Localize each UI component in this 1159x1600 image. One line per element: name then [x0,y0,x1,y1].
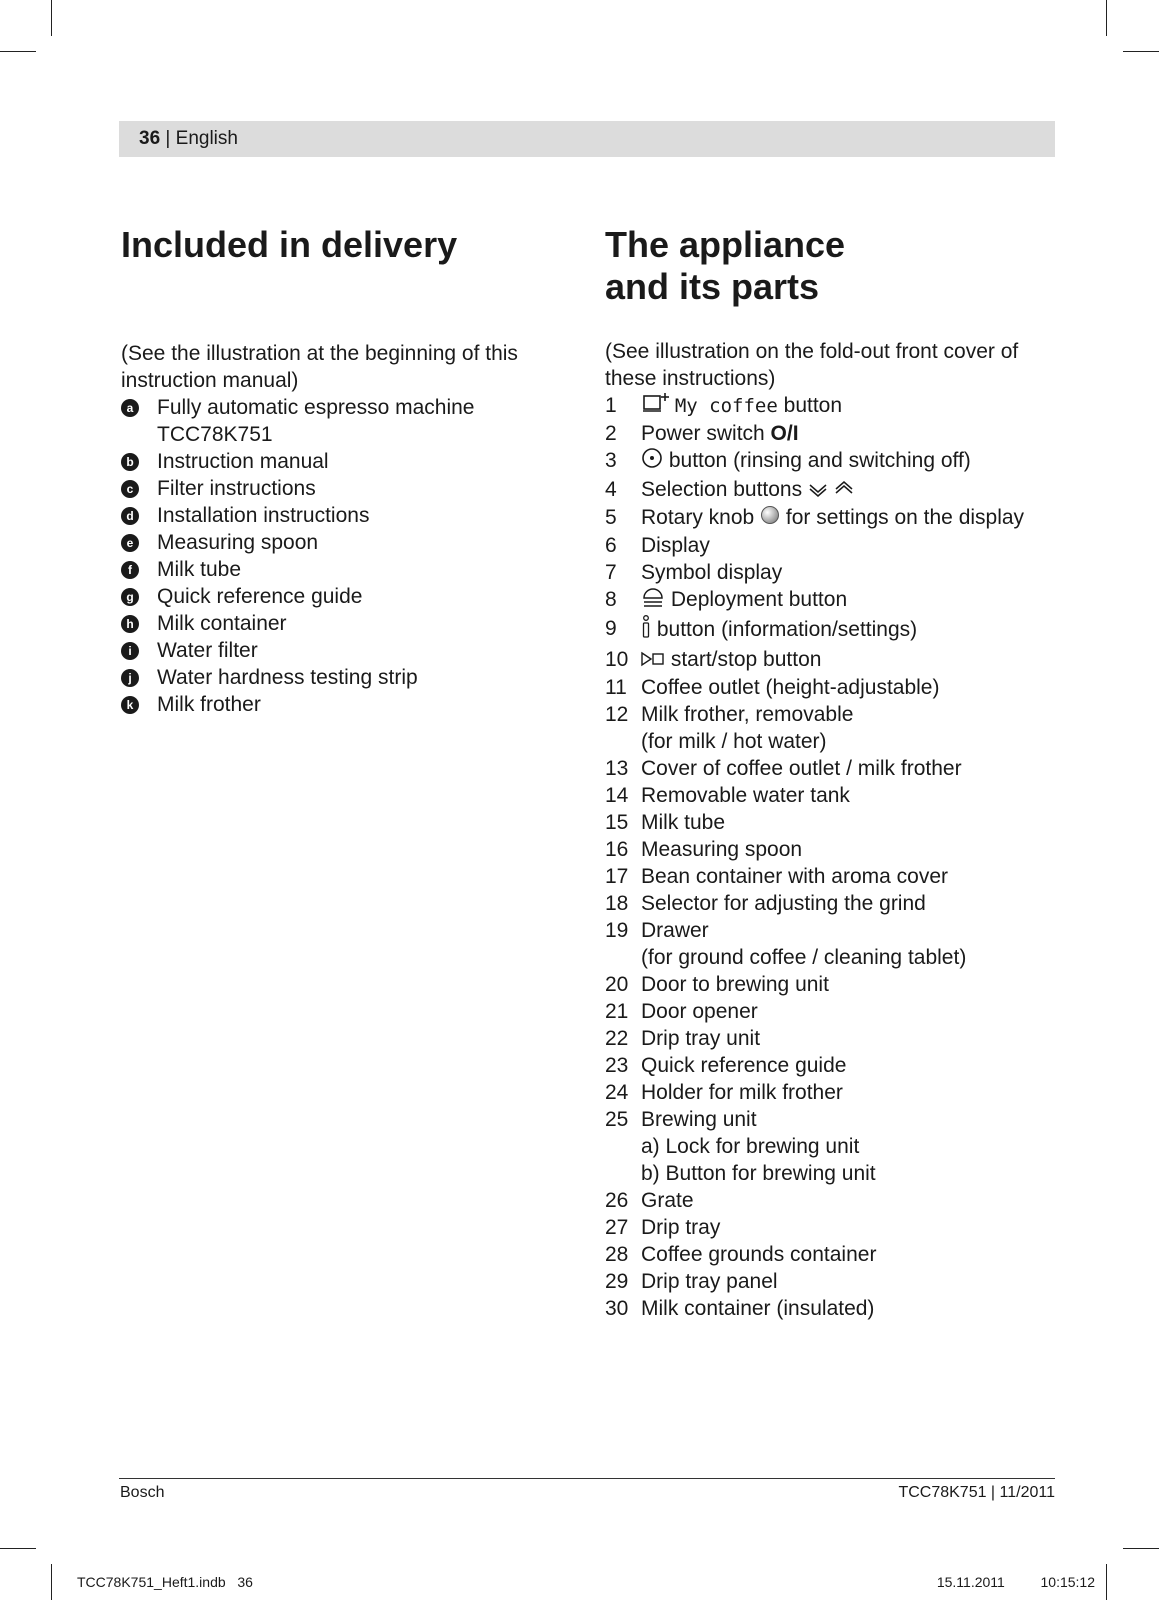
list-item: 21 Door opener [605,999,758,1023]
list-item: 9 button (information/settings) [605,615,1065,646]
list-item: 1 My coffee button [605,392,1065,420]
list-item: g Quick reference guide [121,583,561,610]
footer-divider [119,1478,1055,1479]
letter-badge: f [121,561,139,579]
list-item: f Milk tube [121,556,561,583]
crop-mark [51,1564,52,1600]
list-item: d Installation instructions [121,502,561,529]
page-number: 36 [139,128,161,149]
crop-mark [0,1548,36,1549]
list-item: b Instruction manual [121,448,561,475]
footer-brand: Bosch [120,1484,165,1501]
crop-mark [0,51,36,52]
start-stop-icon [641,647,665,674]
list-item: 4 Selection buttons [605,476,1065,504]
list-item: 2 Power switch O/I [605,422,799,445]
list-item: 10 start/stop button [605,646,1065,674]
section-title: The appliance and its parts [605,224,846,307]
list-item: 17 Bean container with aroma cover [605,864,948,888]
list-item: 16 Measuring spoon [605,837,803,861]
footer-model-date: TCC78K751 | 11/2011 [898,1484,1055,1501]
list-item: 6 Display [605,533,710,557]
letter-badge: d [121,507,139,525]
list-item: 19 Drawer (for ground coffee / cleaning tablet) [605,918,967,969]
parts-list [605,392,1065,1322]
letter-badge: i [121,642,139,660]
list-item: 24 Holder for milk frother [605,1080,843,1104]
list-item: 28 Coffee grounds container [605,1242,877,1266]
list-item: 18 Selector for adjusting the grind [605,891,926,915]
list-item: 30 Milk container (insulated) [605,1296,875,1320]
list-item: 27 Drip tray [605,1215,721,1239]
list-item: 29 Drip tray panel [605,1269,778,1293]
deployment-icon [641,586,665,615]
list-item: a Fully automatic espresso machine TCC78K751 [121,394,561,448]
header-language: English [175,128,238,149]
selection-arrows-icon [808,477,856,504]
list-item: i Water filter [121,637,561,664]
crop-mark [1123,1548,1159,1549]
list-item: 3 button (rinsing and switching off) [605,447,1065,476]
letter-badge: e [121,534,139,552]
list-item: e Measuring spoon [121,529,561,556]
list-item: 22 Drip tray unit [605,1026,761,1050]
letter-badge: j [121,669,139,687]
my-coffee-icon [641,393,669,420]
list-item: 11 Coffee outlet (height-adjustable) [605,675,940,699]
list-item: 7 Symbol display [605,560,783,584]
list-item: h Milk container [121,610,561,637]
list-item: 20 Door to brewing unit [605,972,829,996]
included-in-delivery-section [121,224,561,718]
list-item: 14 Removable water tank [605,783,850,807]
appliance-parts-section [605,224,1065,1322]
crop-mark [51,0,52,36]
list-item: 25 Brewing unit a) Lock for brewing unit b) Button for brewing unit [605,1107,876,1185]
delivery-list [121,394,561,718]
section-intro: (See the illustration at the beginning of this instruction manual) [121,342,518,392]
list-item: c Filter instructions [121,475,561,502]
list-item: 15 Milk tube [605,810,726,834]
letter-badge: a [121,399,139,417]
list-item: 13 Cover of coffee outlet / milk frother [605,756,962,780]
letter-badge: k [121,696,139,714]
list-item: 8 Deployment button [605,586,1065,615]
letter-badge: b [121,453,139,471]
print-slug-file: TCC78K751_Heft1.indb 36 [77,1574,253,1590]
list-item: 12 Milk frother, removable (for milk / hot water) [605,702,854,753]
crop-mark [1106,1564,1107,1600]
list-item: j Water hardness testing strip [121,664,561,691]
list-item: 23 Quick reference guide [605,1053,847,1077]
letter-badge: g [121,588,139,606]
list-item: 5 Rotary knob for settings on the display [605,504,1065,532]
letter-badge: c [121,480,139,498]
letter-badge: h [121,615,139,633]
page-header: 36 | English [119,121,1055,157]
section-intro: (See illustration on the fold-out front cover of these instructions) [605,340,1019,390]
info-icon [641,615,651,646]
crop-mark [1106,0,1107,36]
rotary-knob-icon [760,505,780,532]
print-slug-timestamp: 15.11.2011 10:15:12 [936,1574,1095,1590]
section-title: Included in delivery [121,224,458,265]
rinse-icon [641,447,663,476]
crop-mark [1123,51,1159,52]
list-item: k Milk frother [121,691,561,718]
list-item: 26 Grate [605,1188,694,1212]
